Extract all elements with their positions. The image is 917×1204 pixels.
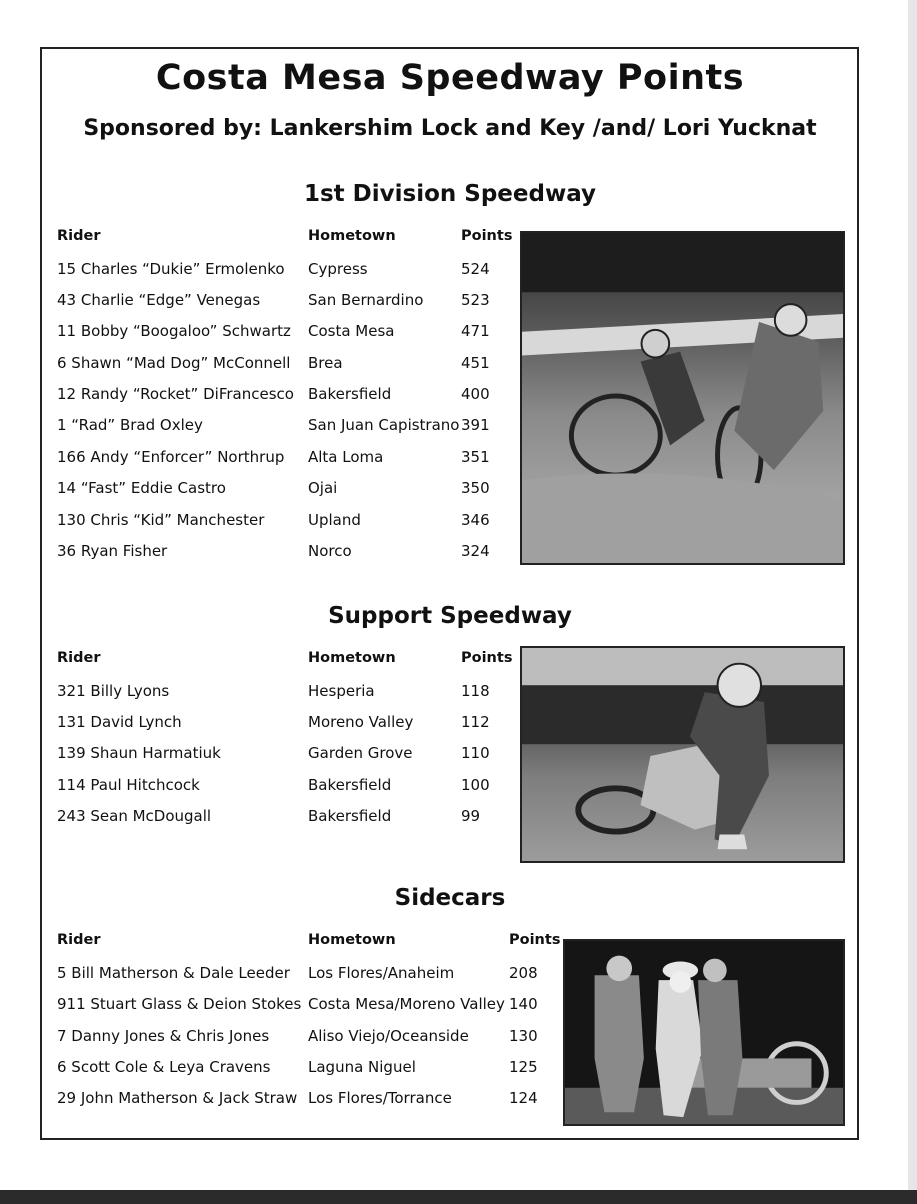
points-cell: 350 bbox=[461, 479, 490, 497]
header-points: Points bbox=[461, 650, 513, 666]
header-hometown: Hometown bbox=[308, 932, 396, 948]
header-hometown: Hometown bbox=[308, 228, 396, 244]
rider-cell: 7 Danny Jones & Chris Jones bbox=[57, 1027, 270, 1045]
hometown-cell: Bakersfield bbox=[308, 807, 392, 825]
rider-cell: 14 “Fast” Eddie Castro bbox=[57, 479, 226, 497]
rider-cell: 15 Charles “Dukie” Ermolenko bbox=[57, 260, 285, 278]
hometown-cell: San Juan Capistrano bbox=[308, 416, 460, 434]
hometown-cell: Los Flores/Anaheim bbox=[308, 964, 455, 982]
rider-cell: 43 Charlie “Edge” Venegas bbox=[57, 291, 261, 309]
points-cell: 400 bbox=[461, 385, 490, 403]
section-title-1st-division: 1st Division Speedway bbox=[303, 181, 597, 207]
rider-cell: 911 Stuart Glass & Deion Stokes bbox=[57, 995, 302, 1013]
rider-cell: 36 Ryan Fisher bbox=[57, 542, 168, 560]
hometown-cell: Ojai bbox=[308, 479, 338, 497]
rider-cell: 139 Shaun Harmatiuk bbox=[57, 744, 221, 762]
header-points: Points bbox=[509, 932, 561, 948]
hometown-cell: Costa Mesa bbox=[308, 322, 395, 340]
sidecar-team-photo bbox=[563, 939, 845, 1126]
page-bottom-edge bbox=[0, 1190, 917, 1204]
hometown-cell: Aliso Viejo/Oceanside bbox=[308, 1027, 469, 1045]
header-hometown: Hometown bbox=[308, 650, 396, 666]
racing-photo-1st-division bbox=[520, 231, 845, 565]
page-title: Costa Mesa Speedway Points bbox=[155, 58, 745, 98]
rider-cell: 243 Sean McDougall bbox=[57, 807, 212, 825]
points-cell: 208 bbox=[509, 964, 538, 982]
section-title-support-speedway: Support Speedway bbox=[328, 603, 572, 629]
points-cell: 110 bbox=[461, 744, 490, 762]
header-rider: Rider bbox=[57, 650, 101, 666]
sponsor-line: Sponsored by: Lankershim Lock and Key /and/ Lori Yucknat bbox=[83, 116, 817, 141]
rider-cell: 29 John Matherson & Jack Straw bbox=[57, 1089, 298, 1107]
points-cell: 124 bbox=[509, 1089, 538, 1107]
rider-cell: 6 Scott Cole & Leya Cravens bbox=[57, 1058, 271, 1076]
points-cell: 118 bbox=[461, 682, 490, 700]
points-cell: 130 bbox=[509, 1027, 538, 1045]
points-cell: 99 bbox=[461, 807, 481, 825]
hometown-cell: Moreno Valley bbox=[308, 713, 414, 731]
points-cell: 451 bbox=[461, 354, 490, 372]
rider-cell: 12 Randy “Rocket” DiFrancesco bbox=[57, 385, 294, 403]
rider-cell: 5 Bill Matherson & Dale Leeder bbox=[57, 964, 290, 982]
hometown-cell: Brea bbox=[308, 354, 343, 372]
hometown-cell: Costa Mesa/Moreno Valley bbox=[308, 995, 505, 1013]
hometown-cell: Upland bbox=[308, 511, 361, 529]
rider-cell: 114 Paul Hitchcock bbox=[57, 776, 200, 794]
points-cell: 346 bbox=[461, 511, 490, 529]
rider-cell: 6 Shawn “Mad Dog” McConnell bbox=[57, 354, 291, 372]
hometown-cell: Cypress bbox=[308, 260, 368, 278]
points-cell: 100 bbox=[461, 776, 490, 794]
header-rider: Rider bbox=[57, 228, 101, 244]
rider-cell: 1 “Rad” Brad Oxley bbox=[57, 416, 203, 434]
header-points: Points bbox=[461, 228, 513, 244]
points-cell: 523 bbox=[461, 291, 490, 309]
header-rider: Rider bbox=[57, 932, 101, 948]
hometown-cell: Norco bbox=[308, 542, 352, 560]
hometown-cell: Bakersfield bbox=[308, 776, 392, 794]
hometown-cell: Garden Grove bbox=[308, 744, 413, 762]
rider-cell: 166 Andy “Enforcer” Northrup bbox=[57, 448, 285, 466]
points-cell: 125 bbox=[509, 1058, 538, 1076]
points-cell: 524 bbox=[461, 260, 490, 278]
points-cell: 324 bbox=[461, 542, 490, 560]
hometown-cell: Alta Loma bbox=[308, 448, 384, 466]
rider-cell: 131 David Lynch bbox=[57, 713, 182, 731]
page-edge bbox=[908, 0, 917, 1204]
points-cell: 391 bbox=[461, 416, 490, 434]
hometown-cell: San Bernardino bbox=[308, 291, 424, 309]
points-cell: 351 bbox=[461, 448, 490, 466]
rider-cell: 11 Bobby “Boogaloo” Schwartz bbox=[57, 322, 291, 340]
points-cell: 140 bbox=[509, 995, 538, 1013]
hometown-cell: Bakersfield bbox=[308, 385, 392, 403]
hometown-cell: Hesperia bbox=[308, 682, 375, 700]
hometown-cell: Los Flores/Torrance bbox=[308, 1089, 452, 1107]
racing-photo-support-speedway bbox=[520, 646, 845, 863]
points-cell: 471 bbox=[461, 322, 490, 340]
section-title-sidecars: Sidecars bbox=[394, 885, 506, 911]
points-cell: 112 bbox=[461, 713, 490, 731]
hometown-cell: Laguna Niguel bbox=[308, 1058, 416, 1076]
rider-cell: 321 Billy Lyons bbox=[57, 682, 170, 700]
rider-cell: 130 Chris “Kid” Manchester bbox=[57, 511, 265, 529]
